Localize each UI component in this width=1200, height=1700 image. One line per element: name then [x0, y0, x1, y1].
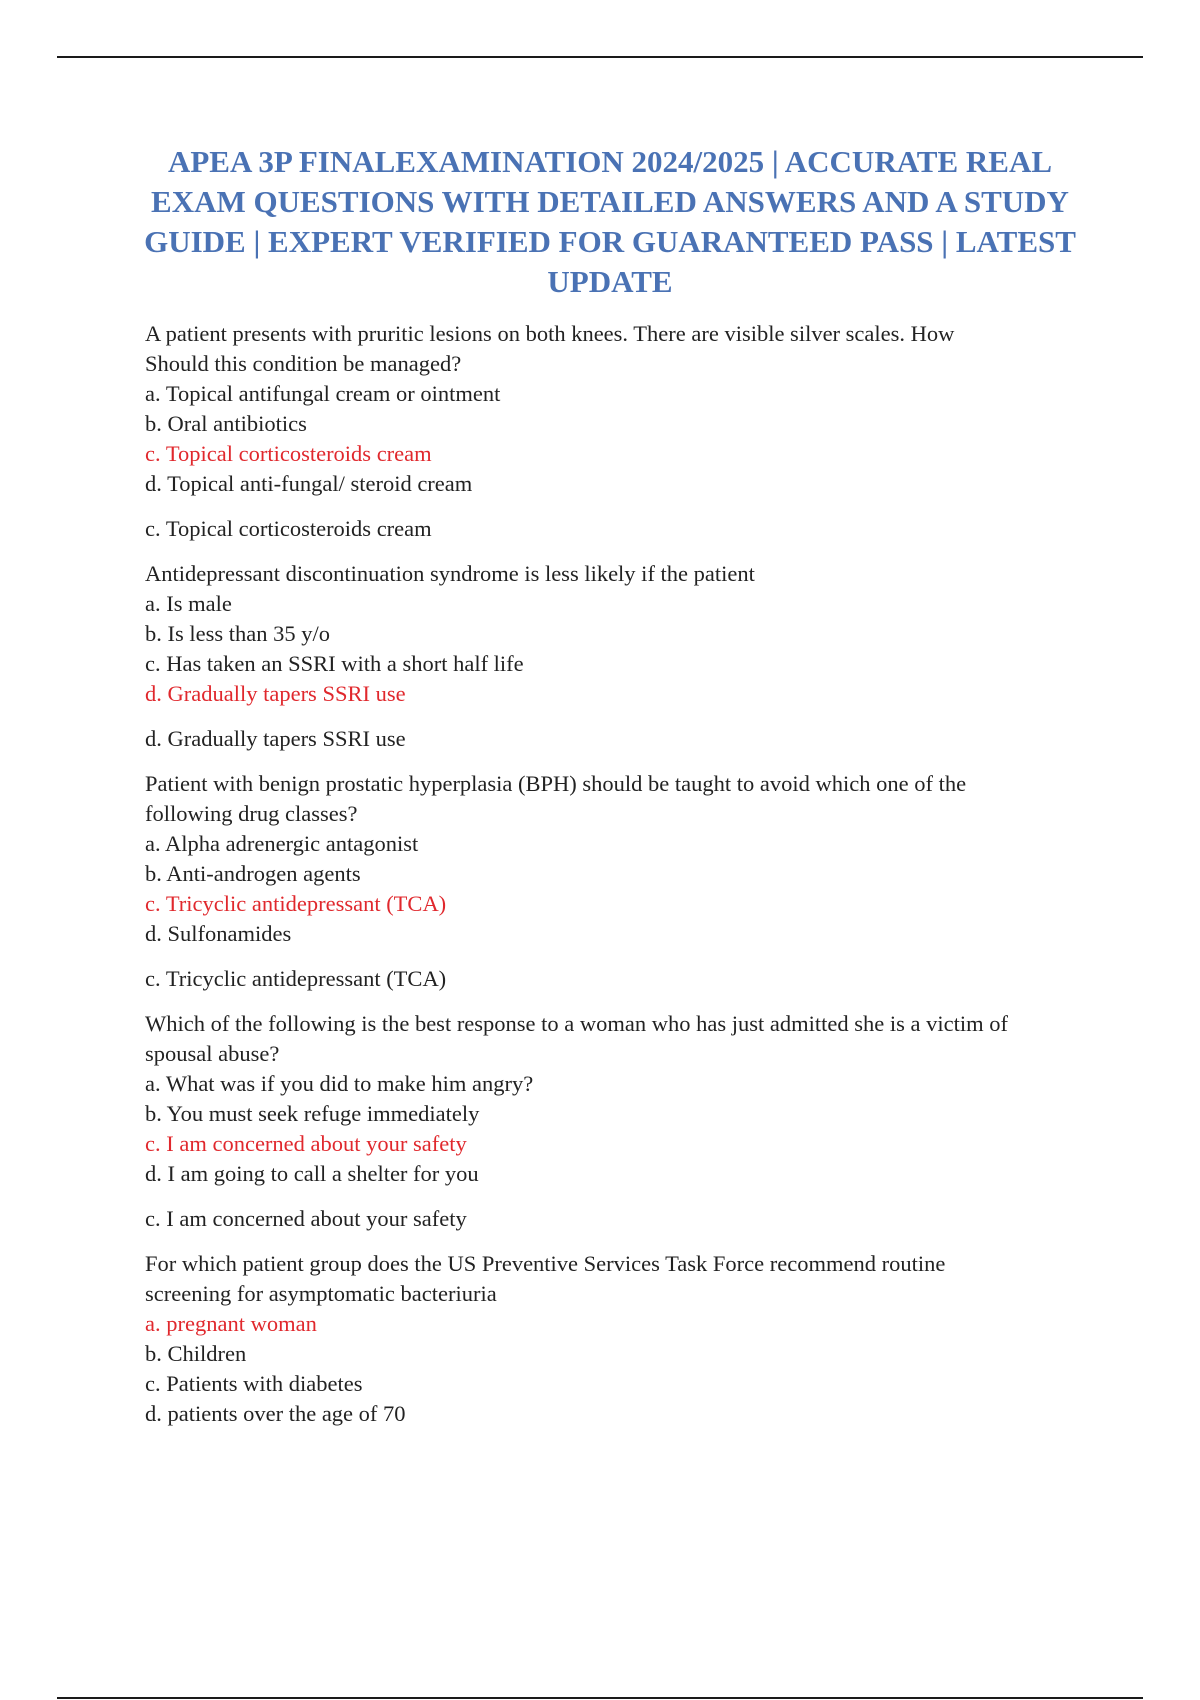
option-d-correct: d. Gradually tapers SSRI use — [145, 681, 406, 706]
option-c: c. Has taken an SSRI with a short half life — [145, 651, 524, 676]
question-stem: spousal abuse? — [145, 1041, 280, 1066]
question-list — [145, 319, 1095, 1444]
question-stem: For which patient group does the US Preventive Services Task Force recommend routine — [145, 1251, 946, 1276]
option-b: b. Children — [145, 1341, 247, 1366]
option-a: a. Is male — [145, 591, 232, 616]
option-c-correct: c. Topical corticosteroids cream — [145, 441, 432, 466]
option-d: d. Topical anti-fungal/ steroid cream — [145, 471, 473, 496]
question-block — [145, 319, 1095, 499]
top-rule — [57, 56, 1143, 58]
question-stem: Antidepressant discontinuation syndrome is less likely if the patient — [145, 561, 755, 586]
option-a-correct: a. pregnant woman — [145, 1311, 317, 1336]
answer-line: d. Gradually tapers SSRI use — [145, 726, 406, 751]
document-title: APEA 3P FINALEXAMINATION 2024/2025 | ACCURATE REAL EXAM QUESTIONS WITH DETAILED ANSWERS AND A STUDY GUIDE | EXPERT VERIFIED FOR GUARANTEED PASS | LATEST UPDATE — [144, 144, 1076, 299]
option-c-correct: c. I am concerned about your safety — [145, 1131, 467, 1156]
option-a: a. Topical antifungal cream or ointment — [145, 381, 501, 406]
question-stem: Patient with benign prostatic hyperplasia (BPH) should be taught to avoid which one of the — [145, 771, 967, 796]
question-block — [145, 1249, 1095, 1429]
question-stem: Which of the following is the best response to a woman who has just admitted she is a victim of — [145, 1011, 1008, 1036]
option-a: a. What was if you did to make him angry? — [145, 1071, 534, 1096]
question-block — [145, 559, 1095, 709]
answer-line: c. Tricyclic antidepressant (TCA) — [145, 966, 447, 991]
question-block — [145, 1009, 1095, 1189]
answer-line: c. Topical corticosteroids cream — [145, 516, 432, 541]
option-a: a. Alpha adrenergic antagonist — [145, 831, 419, 856]
option-c: c. Patients with diabetes — [145, 1371, 363, 1396]
bottom-rule — [57, 1697, 1143, 1699]
answer-line: c. I am concerned about your safety — [145, 1206, 467, 1231]
option-b: b. You must seek refuge immediately — [145, 1101, 480, 1126]
option-d: d. patients over the age of 70 — [145, 1401, 406, 1426]
question-stem: Should this condition be managed? — [145, 351, 462, 376]
option-d: d. Sulfonamides — [145, 921, 292, 946]
option-b: b. Anti-androgen agents — [145, 861, 361, 886]
question-stem: following drug classes? — [145, 801, 358, 826]
question-stem: A patient presents with pruritic lesions on both knees. There are visible silver scales. How — [145, 321, 955, 346]
question-stem: screening for asymptomatic bacteriuria — [145, 1281, 497, 1306]
option-b: b. Oral antibiotics — [145, 411, 307, 436]
option-d: d. I am going to call a shelter for you — [145, 1161, 479, 1186]
option-b: b. Is less than 35 y/o — [145, 621, 330, 646]
question-block — [145, 769, 1095, 949]
option-c-correct: c. Tricyclic antidepressant (TCA) — [145, 891, 447, 916]
